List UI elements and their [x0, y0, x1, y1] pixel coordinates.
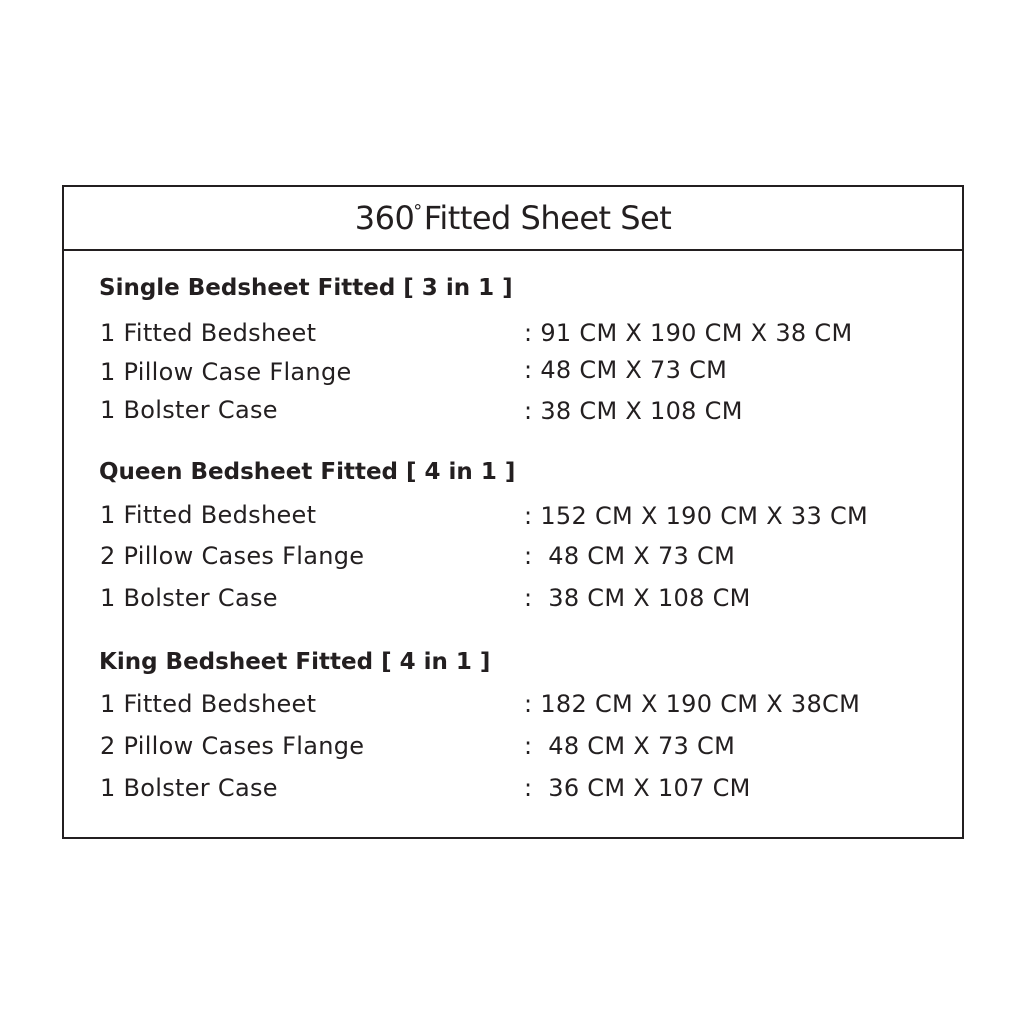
item-label: 1 Bolster Case	[100, 584, 278, 612]
title-bar	[64, 187, 962, 251]
section-heading-king: King Bedsheet Fitted [ 4 in 1 ]	[99, 649, 491, 675]
item-label: 1 Fitted Bedsheet	[100, 690, 317, 718]
section-heading-queen: Queen Bedsheet Fitted [ 4 in 1 ]	[99, 459, 516, 485]
item-label: 1 Fitted Bedsheet	[100, 501, 317, 529]
item-value: : 36 CM X 107 CM	[524, 774, 751, 802]
item-label: 1 Bolster Case	[100, 774, 278, 802]
item-label: 2 Pillow Cases Flange	[100, 732, 365, 760]
item-value: : 38 CM X 108 CM	[524, 397, 743, 425]
item-label: 1 Fitted Bedsheet	[100, 319, 317, 347]
item-value: : 91 CM X 190 CM X 38 CM	[524, 319, 853, 347]
page-title	[354, 199, 672, 237]
item-label: 2 Pillow Cases Flange	[100, 542, 365, 570]
item-value: : 38 CM X 108 CM	[524, 584, 751, 612]
item-value: : 48 CM X 73 CM	[524, 542, 736, 570]
spec-table	[62, 185, 964, 839]
item-label: 1 Pillow Case Flange	[100, 358, 352, 386]
title-text: Fitted Sheet Set	[423, 199, 672, 237]
item-value: : 182 CM X 190 CM X 38CM	[524, 690, 861, 718]
degree-symbol: °	[413, 201, 422, 222]
title-number: 360	[354, 199, 415, 237]
item-value: : 48 CM X 73 CM	[524, 732, 736, 760]
item-value: : 152 CM X 190 CM X 33 CM	[524, 502, 869, 530]
item-value: : 48 CM X 73 CM	[524, 356, 728, 384]
section-heading-single: Single Bedsheet Fitted [ 3 in 1 ]	[99, 275, 513, 301]
item-label: 1 Bolster Case	[100, 396, 278, 424]
